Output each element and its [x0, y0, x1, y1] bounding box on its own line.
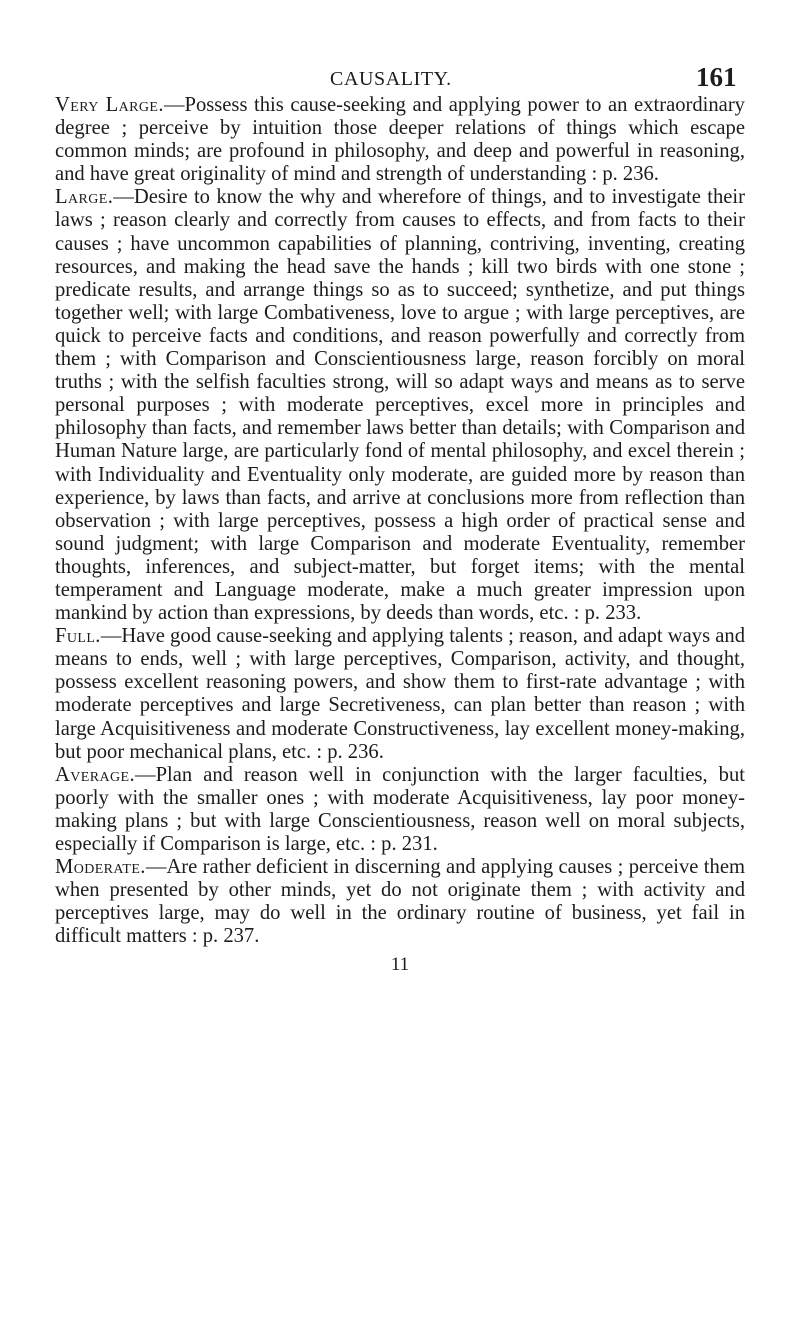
entry-text: —Plan and reason well in conjunction with the larger faculties, but poorly with the smaller ones ; with moderate Acquisitiveness, lay poor money-making plans ; but with large Conscientiousness, reason well on moral subjects, especially if Comparison is large, etc. : p. 231.	[55, 763, 745, 855]
entry-text: —Desire to know the why and wherefore of things, and to investigate their laws ; reason clearly and correctly from causes to effects, and from facts to their causes ; have uncommon capabilities of planning, contriving, inventing, creating resources, and making the head save the hands ; kill two birds with one stone ; predicate results, and arrange things so as to succeed; synthetize, and put things together well; with large Combativeness, love to argue ; with large perceptives, are quick to perceive facts and conditions, and reason powerfully and correctly from them ; with Comparison and Conscientiousness large, reason forcibly on moral truths ; with the selfish faculties strong, will so adapt ways and means as to serve personal purposes ; with moderate perceptives, excel more in principles and philosophy than facts, and remember laws better than details; with Comparison and Human Nature large, are particularly fond of mental philosophy, and excel therein ; with Individuality and Eventuality only moderate, are guided more by reason than experience, by laws than facts, and arrive at conclusions more from reflection than observation ; with large perceptives, possess a high order of practical sense and sound judgment; with large Comparison and moderate Eventuality, remember thoughts, inferences, and subject-matter, but forget items; with the mental temperament and Language moderate, make a much greater impression upon mankind by action than expressions, by deeds than words, etc. : p. 233.	[55, 186, 745, 625]
signature-mark: 11	[390, 954, 410, 975]
entry-moderate	[55, 856, 745, 948]
entry-label: Large.	[55, 186, 114, 209]
entry-label: Full.	[55, 625, 101, 648]
entry-label: Moderate.	[55, 856, 146, 879]
body-text	[55, 94, 745, 948]
entry-large	[55, 186, 745, 625]
entry-very-large	[55, 94, 745, 186]
entry-text: —Possess this cause-seeking and applying power to an extraordinary degree ; perceive by intuition those deeper relations of things which escape common minds; are profound in philosophy, and deep and powerful in reasoning, and have great originality of mind and strength of understanding : p. 236.	[55, 94, 745, 186]
entry-label: Very Large.	[55, 94, 164, 116]
entry-label: Average.	[55, 763, 135, 786]
running-head	[0, 62, 800, 96]
running-title: CAUSALITY.	[330, 68, 452, 90]
page-number: 161	[696, 62, 737, 92]
entry-text: —Have good cause-seeking and applying talents ; reason, and adapt ways and means to ends, well ; with large perceptives, Comparison, activity, and thought, possess excellent reasoning powers, and show them to first-rate advantage ; with moderate perceptives and large Secretiveness, can plan better than reason ; with large Acquisitiveness and moderate Constructiveness, lay excellent money-making, but poor mechanical plans, etc. : p. 236.	[55, 625, 745, 763]
entry-average	[55, 764, 745, 856]
entry-text: —Are rather deficient in discerning and applying causes ; perceive them when presented by other minds, yet do not originate them ; with activity and perceptives large, may do well in the ordinary routine of business, yet fail in difficult matters : p. 237.	[55, 856, 745, 948]
entry-full	[55, 625, 745, 764]
